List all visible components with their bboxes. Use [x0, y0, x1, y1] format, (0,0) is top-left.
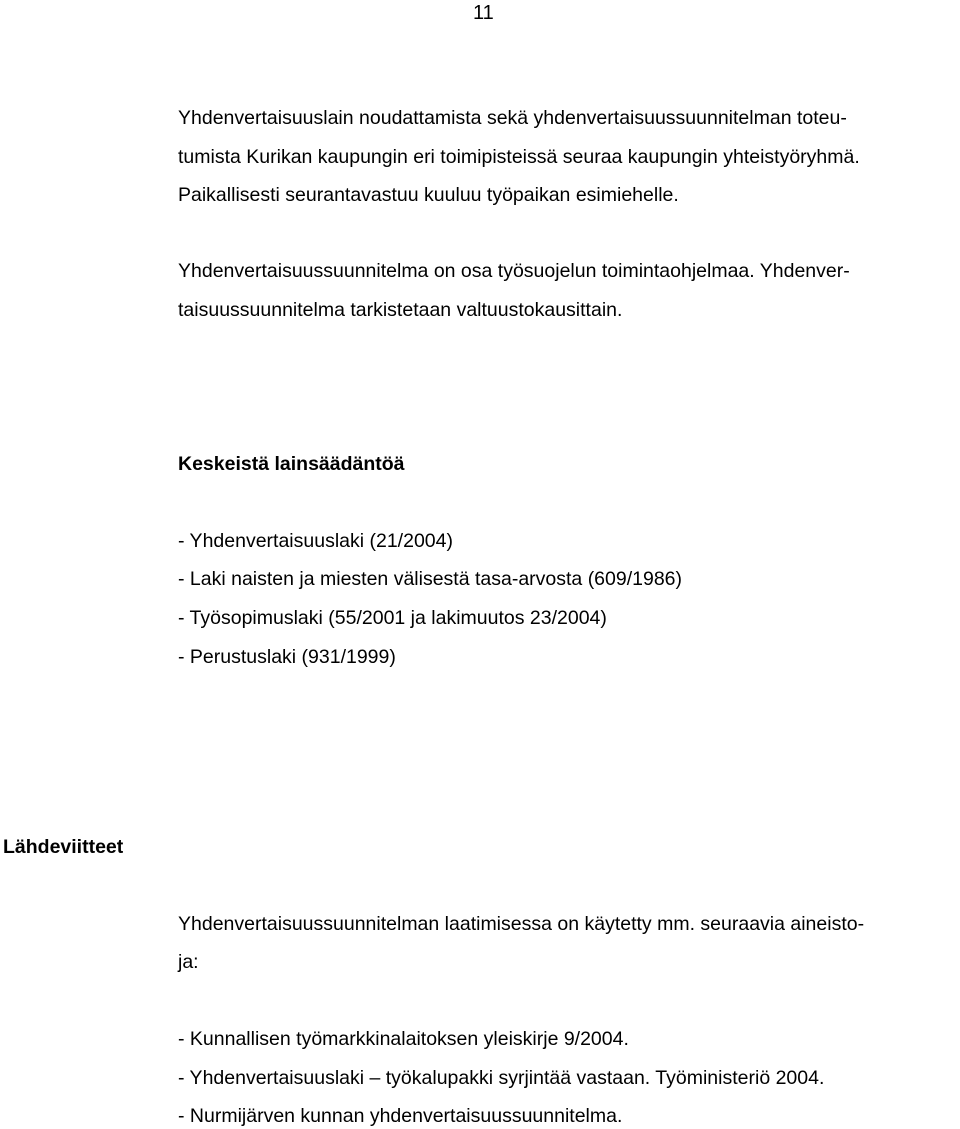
list-item: - Perustuslaki (931/1999) — [178, 646, 396, 668]
text-line: Yhdenvertaisuussuunnitelma on osa työsuojelun toimintaohjelmaa. Yhdenver- — [178, 260, 850, 282]
list-item: - Laki naisten ja miesten välisestä tasa-arvosta (609/1986) — [178, 568, 683, 590]
list-item: - Nurmijärven kunnan yhdenvertaisuussuunnitelma. — [178, 1105, 623, 1127]
list-item: - Yhdenvertaisuuslaki – työkalupakki syrjintää vastaan. Työministeriö 2004. — [178, 1067, 825, 1089]
section-heading: Keskeistä lainsäädäntöä — [178, 453, 405, 475]
text-line: Yhdenvertaisuuslain noudattamista sekä yhdenvertaisuussuunnitelman toteu- — [178, 107, 847, 129]
text-line: taisuussuunnitelma tarkistetaan valtuustokausittain. — [178, 299, 623, 321]
page-number: 11 — [473, 2, 494, 24]
section-heading: Lähdeviitteet — [3, 836, 124, 858]
list-item: - Työsopimuslaki (55/2001 ja lakimuutos 23/2004) — [178, 607, 607, 629]
text-line: tumista Kurikan kaupungin eri toimipisteissä seuraa kaupungin yhteistyöryhmä. — [178, 146, 860, 168]
text-line: Paikallisesti seurantavastuu kuuluu työpaikan esimiehelle. — [178, 184, 679, 206]
list-item: - Kunnallisen työmarkkinalaitoksen yleiskirje 9/2004. — [178, 1028, 629, 1050]
text-line: ja: — [178, 951, 199, 973]
text-line: Yhdenvertaisuussuunnitelman laatimisessa on käytetty mm. seuraavia aineisto- — [178, 913, 865, 935]
list-item: - Yhdenvertaisuuslaki (21/2004) — [178, 530, 453, 552]
